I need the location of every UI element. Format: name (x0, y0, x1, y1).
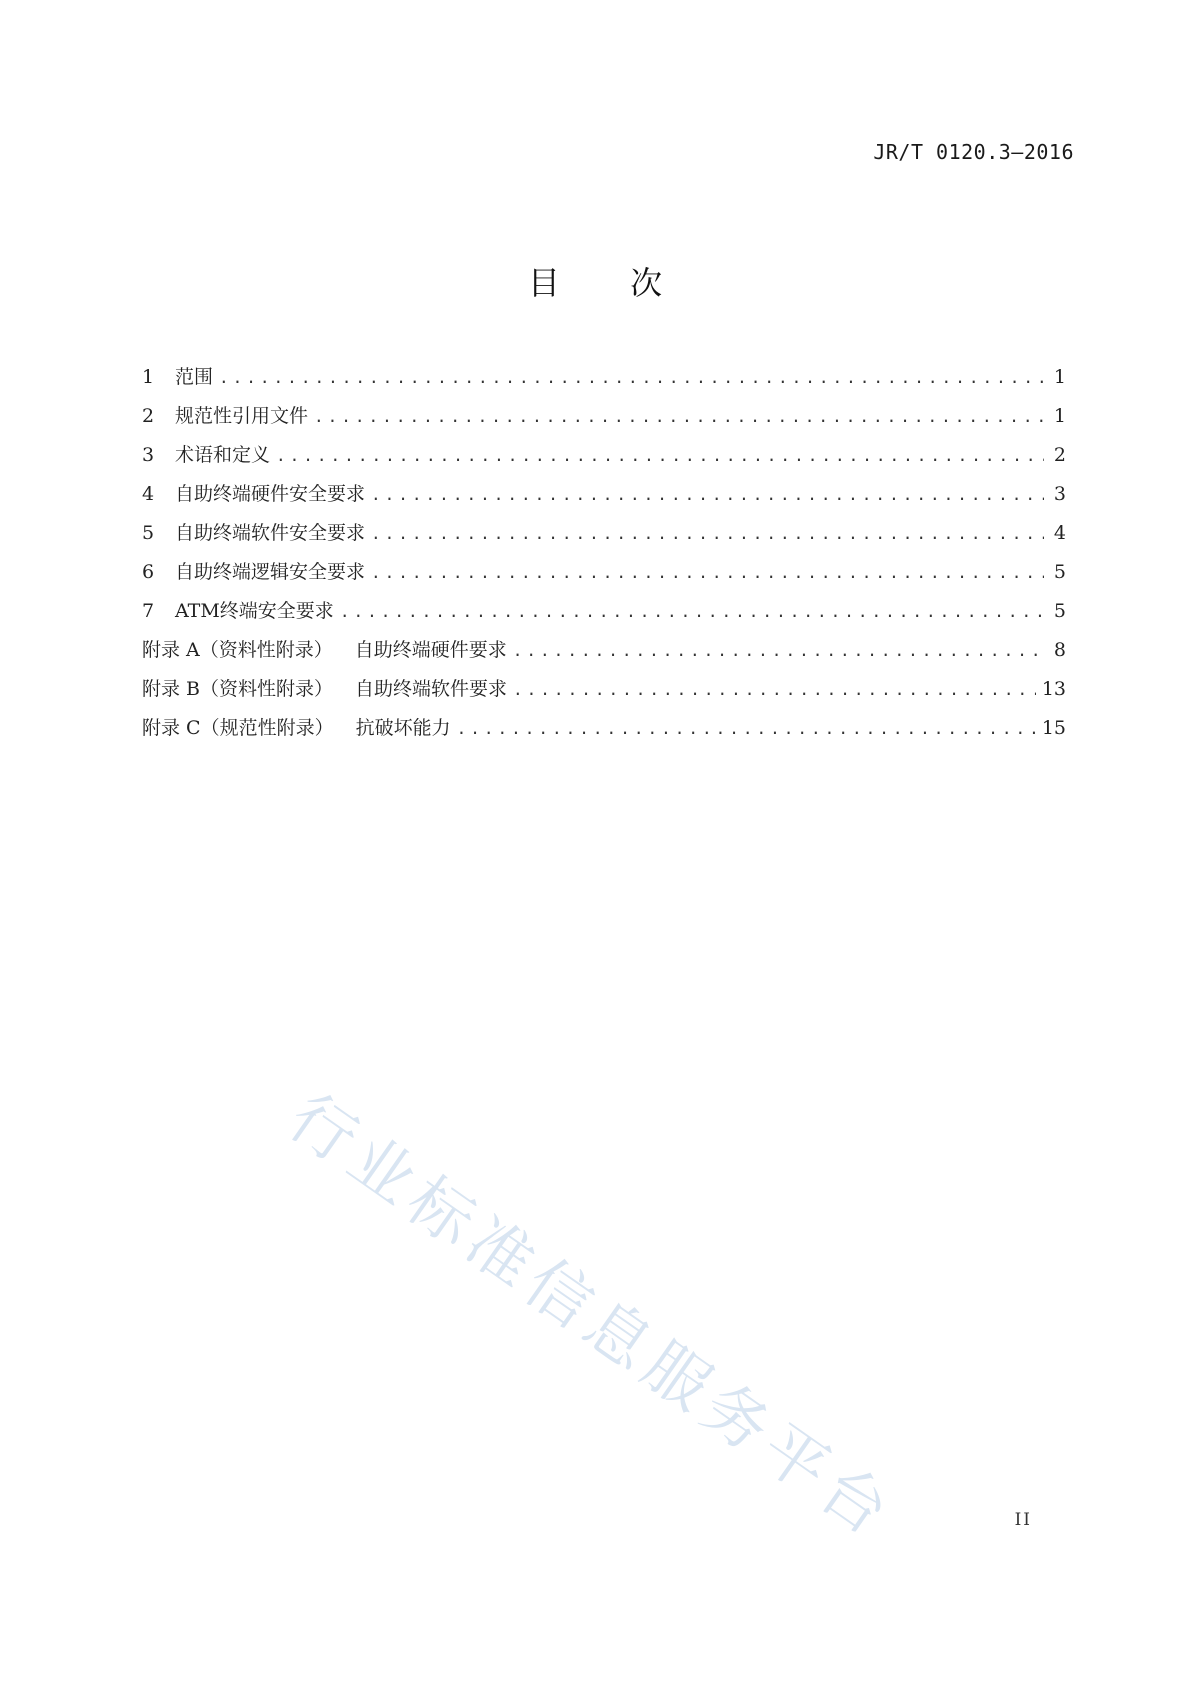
toc-entry-number: 5 (142, 522, 155, 544)
toc-entry-number: 2 (142, 405, 155, 427)
toc-entry-label: 范围 (175, 366, 214, 388)
watermark-text: 行业标准信息服务平台 (275, 1080, 908, 1555)
toc-annex-label: 抗破坏能力 (355, 717, 451, 739)
toc-leader-dots (276, 436, 1044, 475)
toc-leader-dots (314, 397, 1044, 436)
toc-annex-label: 自助终端软件要求 (355, 678, 508, 700)
toc-entry-page: 2 (1053, 444, 1066, 466)
toc-entry-5[interactable] (142, 514, 1066, 553)
toc-entry-number: 3 (142, 444, 155, 466)
toc-annex-prefix: 附录 C（规范性附录） (142, 717, 334, 739)
toc-entry-label: 规范性引用文件 (175, 405, 309, 427)
document-code: JR/T 0120.3—2016 (873, 140, 1074, 164)
toc-entry-page: 3 (1053, 483, 1066, 505)
toc-leader-dots (371, 553, 1044, 592)
toc-entry-page: 4 (1053, 522, 1066, 544)
toc-entry-4[interactable] (142, 475, 1066, 514)
toc-entry-number: 4 (142, 483, 155, 505)
toc-entry-page: 1 (1053, 405, 1066, 427)
toc-leader-dots (371, 475, 1044, 514)
toc-entry-label: 自助终端硬件安全要求 (175, 483, 366, 505)
toc-entry-page: 5 (1053, 600, 1066, 622)
toc-entry-page: 5 (1053, 561, 1066, 583)
toc-title: 目 次 (527, 264, 693, 302)
toc-annex-page: 13 (1041, 678, 1066, 700)
toc-leader-dots (513, 631, 1044, 670)
toc-entry-label: 术语和定义 (175, 444, 271, 466)
toc-entry-page: 1 (1053, 366, 1066, 388)
toc-leader-dots (457, 709, 1036, 748)
toc-annex-page: 15 (1041, 717, 1066, 739)
toc-entry-number: 6 (142, 561, 155, 583)
toc-entry-6[interactable] (142, 553, 1066, 592)
toc-leader-dots (513, 670, 1036, 709)
toc-annex-b[interactable] (142, 670, 1066, 709)
toc-leader-dots (219, 358, 1044, 397)
toc-annex-page: 8 (1053, 639, 1066, 661)
toc-entry-number: 7 (142, 600, 155, 622)
toc-entry-2[interactable] (142, 397, 1066, 436)
toc-leader-dots (340, 592, 1044, 631)
toc-entry-number: 1 (142, 366, 155, 388)
toc-entry-7[interactable] (142, 592, 1066, 631)
toc-entry-1[interactable] (142, 358, 1066, 397)
toc-annex-prefix: 附录 B（资料性附录） (142, 678, 334, 700)
toc-annex-label: 自助终端硬件要求 (354, 639, 507, 661)
toc-annex-prefix: 附录 A（资料性附录） (142, 639, 333, 661)
toc-leader-dots (371, 514, 1044, 553)
toc-entry-label: 自助终端软件安全要求 (175, 522, 366, 544)
toc-entry-label: ATM终端安全要求 (175, 600, 334, 622)
toc-entry-3[interactable] (142, 436, 1066, 475)
table-of-contents (142, 358, 1066, 748)
toc-annex-c[interactable] (142, 709, 1066, 748)
toc-entry-label: 自助终端逻辑安全要求 (175, 561, 366, 583)
page-number: II (1014, 1510, 1032, 1530)
toc-annex-a[interactable] (142, 631, 1066, 670)
